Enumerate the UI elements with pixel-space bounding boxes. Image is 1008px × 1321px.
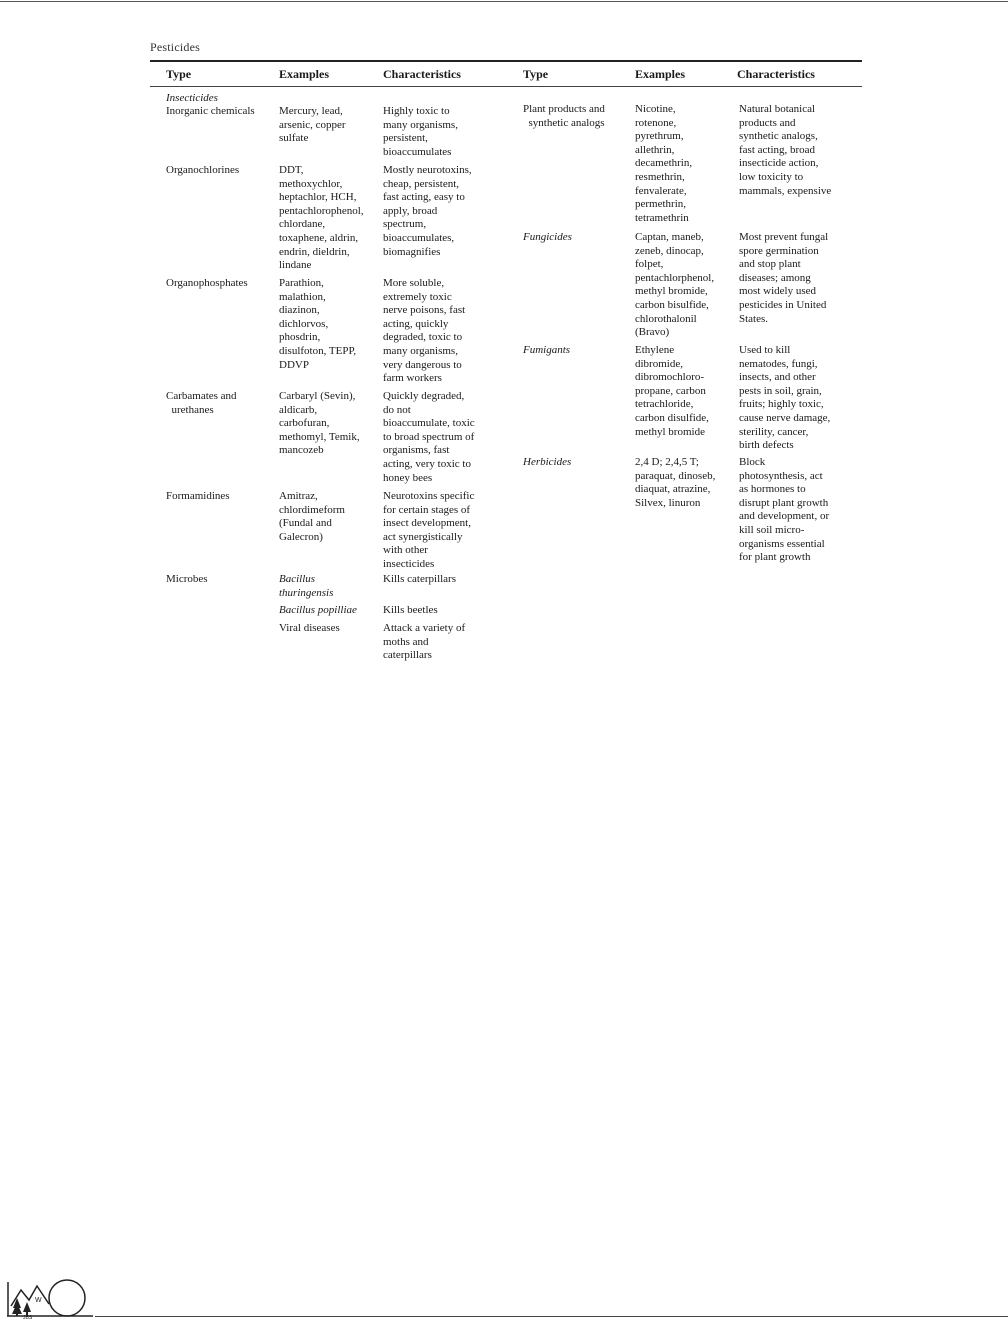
row-inorganic-examples: Mercury, lead, arsenic, copper sulfate <box>279 105 346 145</box>
row-herbicides-examples: 2,4 D; 2,4,5 T; paraquat, dinoseb, diaquat, atrazine, Silvex, linuron <box>635 456 716 509</box>
row-microbes-characteristic-2: Kills beetles <box>383 604 438 616</box>
svg-text:JBS: JBS <box>23 1315 33 1320</box>
row-fumigants-examples: Ethylene dibromide, dibromochloro- propane, carbon tetrachloride, carbon disulfide, methyl bromide <box>635 344 709 438</box>
tree-mountain-logo-icon <box>5 1276 95 1320</box>
top-page-rule <box>0 1 1008 2</box>
row-plant-characteristics: Natural botanical products and synthetic analogs, fast acting, broad insecticide action, low toxicity to mammals, expensive <box>739 103 832 197</box>
row-organochlorines-examples: DDT, methoxychlor, heptachlor, HCH, pentachlorophenol, chlordane, toxaphene, aldrin, endrin, dieldrin, lindane <box>279 164 364 272</box>
row-plant-examples: Nicotine, rotenone, pyrethrum, allethrin, decamethrin, resmethrin, fenvalerate, permethrin, tetramethrin <box>635 103 693 224</box>
header-characteristics-left: Characteristics <box>383 67 461 81</box>
row-herbicides-type: Herbicides <box>523 456 572 468</box>
header-type-right: Type <box>523 67 549 81</box>
bottom-page-rule <box>95 1316 1008 1317</box>
row-fungicides-examples: Captan, maneb, zeneb, dinocap, folpet, pentachlorphenol, methyl bromide, carbon bisulfide, chlorothalonil (Bravo) <box>635 231 715 339</box>
row-carbamates-examples: Carbaryl (Sevin), aldicarb, carbofuran, methomyl, Temik, mancozeb <box>279 390 360 457</box>
row-organophosphates-type: Organophosphates <box>166 277 248 289</box>
row-microbes-characteristic-1: Kills caterpillars <box>383 573 457 585</box>
row-herbicides-characteristics: Block photosynthesis, act as hormones to disrupt plant growth and development, or kill soil micro- organisms essential for plant growth <box>739 456 830 564</box>
row-formamidines-examples: Amitraz, chlordimeform (Fundal and Galecron) <box>279 490 345 543</box>
page-heading: Pesticides <box>150 40 200 54</box>
row-organophosphates-characteristics: More soluble, extremely toxic nerve poisons, fast acting, quickly degraded, toxic to many organisms, very dangerous to farm workers <box>383 277 466 385</box>
row-fumigants-type: Fumigants <box>523 344 571 356</box>
row-microbes-characteristic-3: Attack a variety of moths and caterpillars <box>383 622 466 662</box>
row-microbes-example-3: Viral diseases <box>279 622 340 634</box>
row-fumigants-characteristics: Used to kill nematodes, fungi, insects, and other pests in soil, grain, fruits; highly toxic, cause nerve damage, sterility, cancer, birth defects <box>739 344 831 452</box>
row-plant-type: Plant products and synthetic analogs <box>523 103 605 129</box>
row-microbes-example-1: Bacillus thuringensis <box>279 573 334 599</box>
row-organophosphates-examples: Parathion, malathion, diazinon, dichlorvos, phosdrin, disulfoton, TEPP, DDVP <box>279 277 357 371</box>
row-fungicides-type: Fungicides <box>523 231 572 243</box>
row-inorganic-type: Inorganic chemicals <box>166 105 255 117</box>
row-microbes-example-2: Bacillus popilliae <box>279 604 357 616</box>
row-organochlorines-type: Organochlorines <box>166 164 240 176</box>
header-examples-left: Examples <box>279 67 330 81</box>
header-examples-right: Examples <box>635 67 686 81</box>
table-header-rule <box>150 86 862 87</box>
svg-text:W: W <box>35 1297 42 1304</box>
row-fungicides-characteristics: Most prevent fungal spore germination and stop plant diseases; among most widely used pesticides in United States. <box>739 231 829 325</box>
row-formamidines-characteristics: Neurotoxins specific for certain stages of insect development, act synergistically with other insecticides <box>383 490 475 570</box>
category-insecticides: Insecticides <box>166 92 218 104</box>
header-characteristics-right: Characteristics <box>737 67 815 81</box>
table-top-rule <box>150 60 862 62</box>
row-formamidines-type: Formamidines <box>166 490 230 502</box>
row-microbes-type: Microbes <box>166 573 208 585</box>
row-inorganic-characteristics: Highly toxic to many organisms, persistent, bioaccumulates <box>383 105 458 158</box>
header-type-left: Type <box>166 67 192 81</box>
row-carbamates-type: Carbamates and urethanes <box>166 390 237 416</box>
row-carbamates-characteristics: Quickly degraded, do not bioaccumulate, toxic to broad spectrum of organisms, fast acting, very toxic to honey bees <box>383 390 475 484</box>
row-organochlorines-characteristics: Mostly neurotoxins, cheap, persistent, fast acting, easy to apply, broad spectrum, bioaccumulates, biomagnifies <box>383 164 472 258</box>
